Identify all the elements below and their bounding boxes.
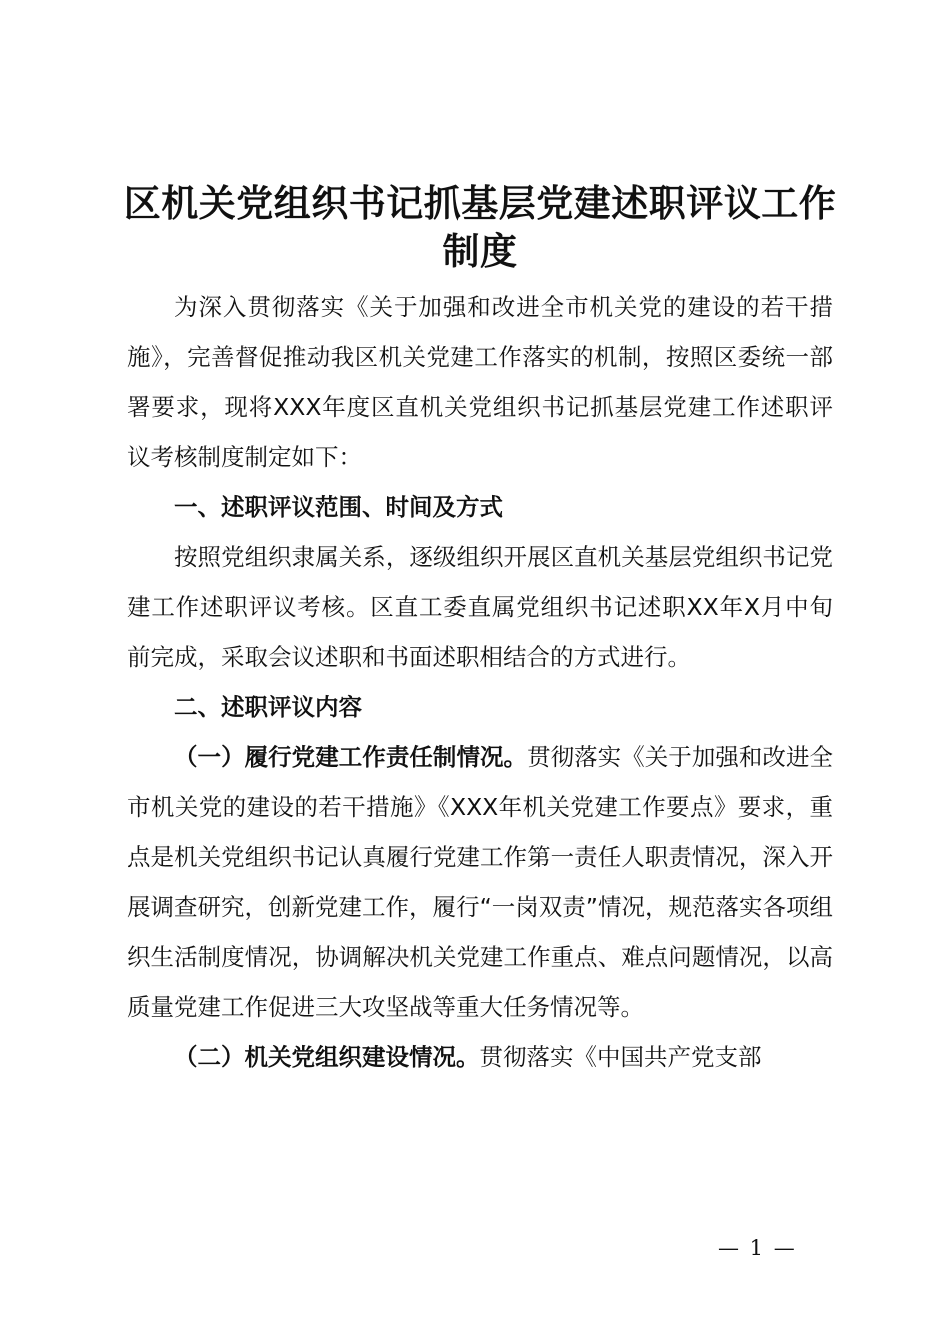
item-2-lead: （二）机关党组织建设情况。 — [174, 1043, 480, 1071]
intro-paragraph: 为深入贯彻落实《关于加强和改进全市机关党的建设的若干措施》，完善督促推动我区机关党建工作落实的机制，按照区委统一部署要求，现将XXX年度区直机关党组织书记抓基层党建工作述职评议考核制度制定如下： — [127, 293, 833, 471]
section-2-item-1 — [127, 732, 833, 1032]
section-2-item-2 — [127, 1032, 833, 1082]
item-2-text: 贯彻落实《中国共产党支部 — [479, 1043, 762, 1071]
item-1-text: 贯彻落实《关于加强和改进全市机关党的建设的若干措施》《XXX年机关党建工作要点》要求，重点是机关党组织书记认真履行党建工作第一责任人职责情况，深入开展调查研究，创新党建工作，履行“一岗双责”情况，规范落实各项组织生活制度情况，协调解决机关党建工作重点、难点问题情况，以高质量党建工作促进三大攻坚战等重大任务情况等。 — [127, 743, 834, 1021]
document-body — [127, 282, 833, 1082]
page-number: — 1 — — [718, 1236, 797, 1260]
section-1-paragraph: 按照党组织隶属关系，逐级组织开展区直机关基层党组织书记党建工作述职评议考核。区直工委直属党组织书记述职XX年X月中旬前完成，采取会议述职和书面述职相结合的方式进行。 — [127, 543, 833, 671]
item-1-lead: （一）履行党建工作责任制情况。 — [174, 743, 528, 771]
section-heading-2: 二、述职评议内容 — [174, 693, 362, 721]
document-title: 区机关党组织书记抓基层党建述职评议工作制度 — [123, 182, 837, 273]
section-heading-1: 一、述职评议范围、时间及方式 — [174, 493, 503, 521]
